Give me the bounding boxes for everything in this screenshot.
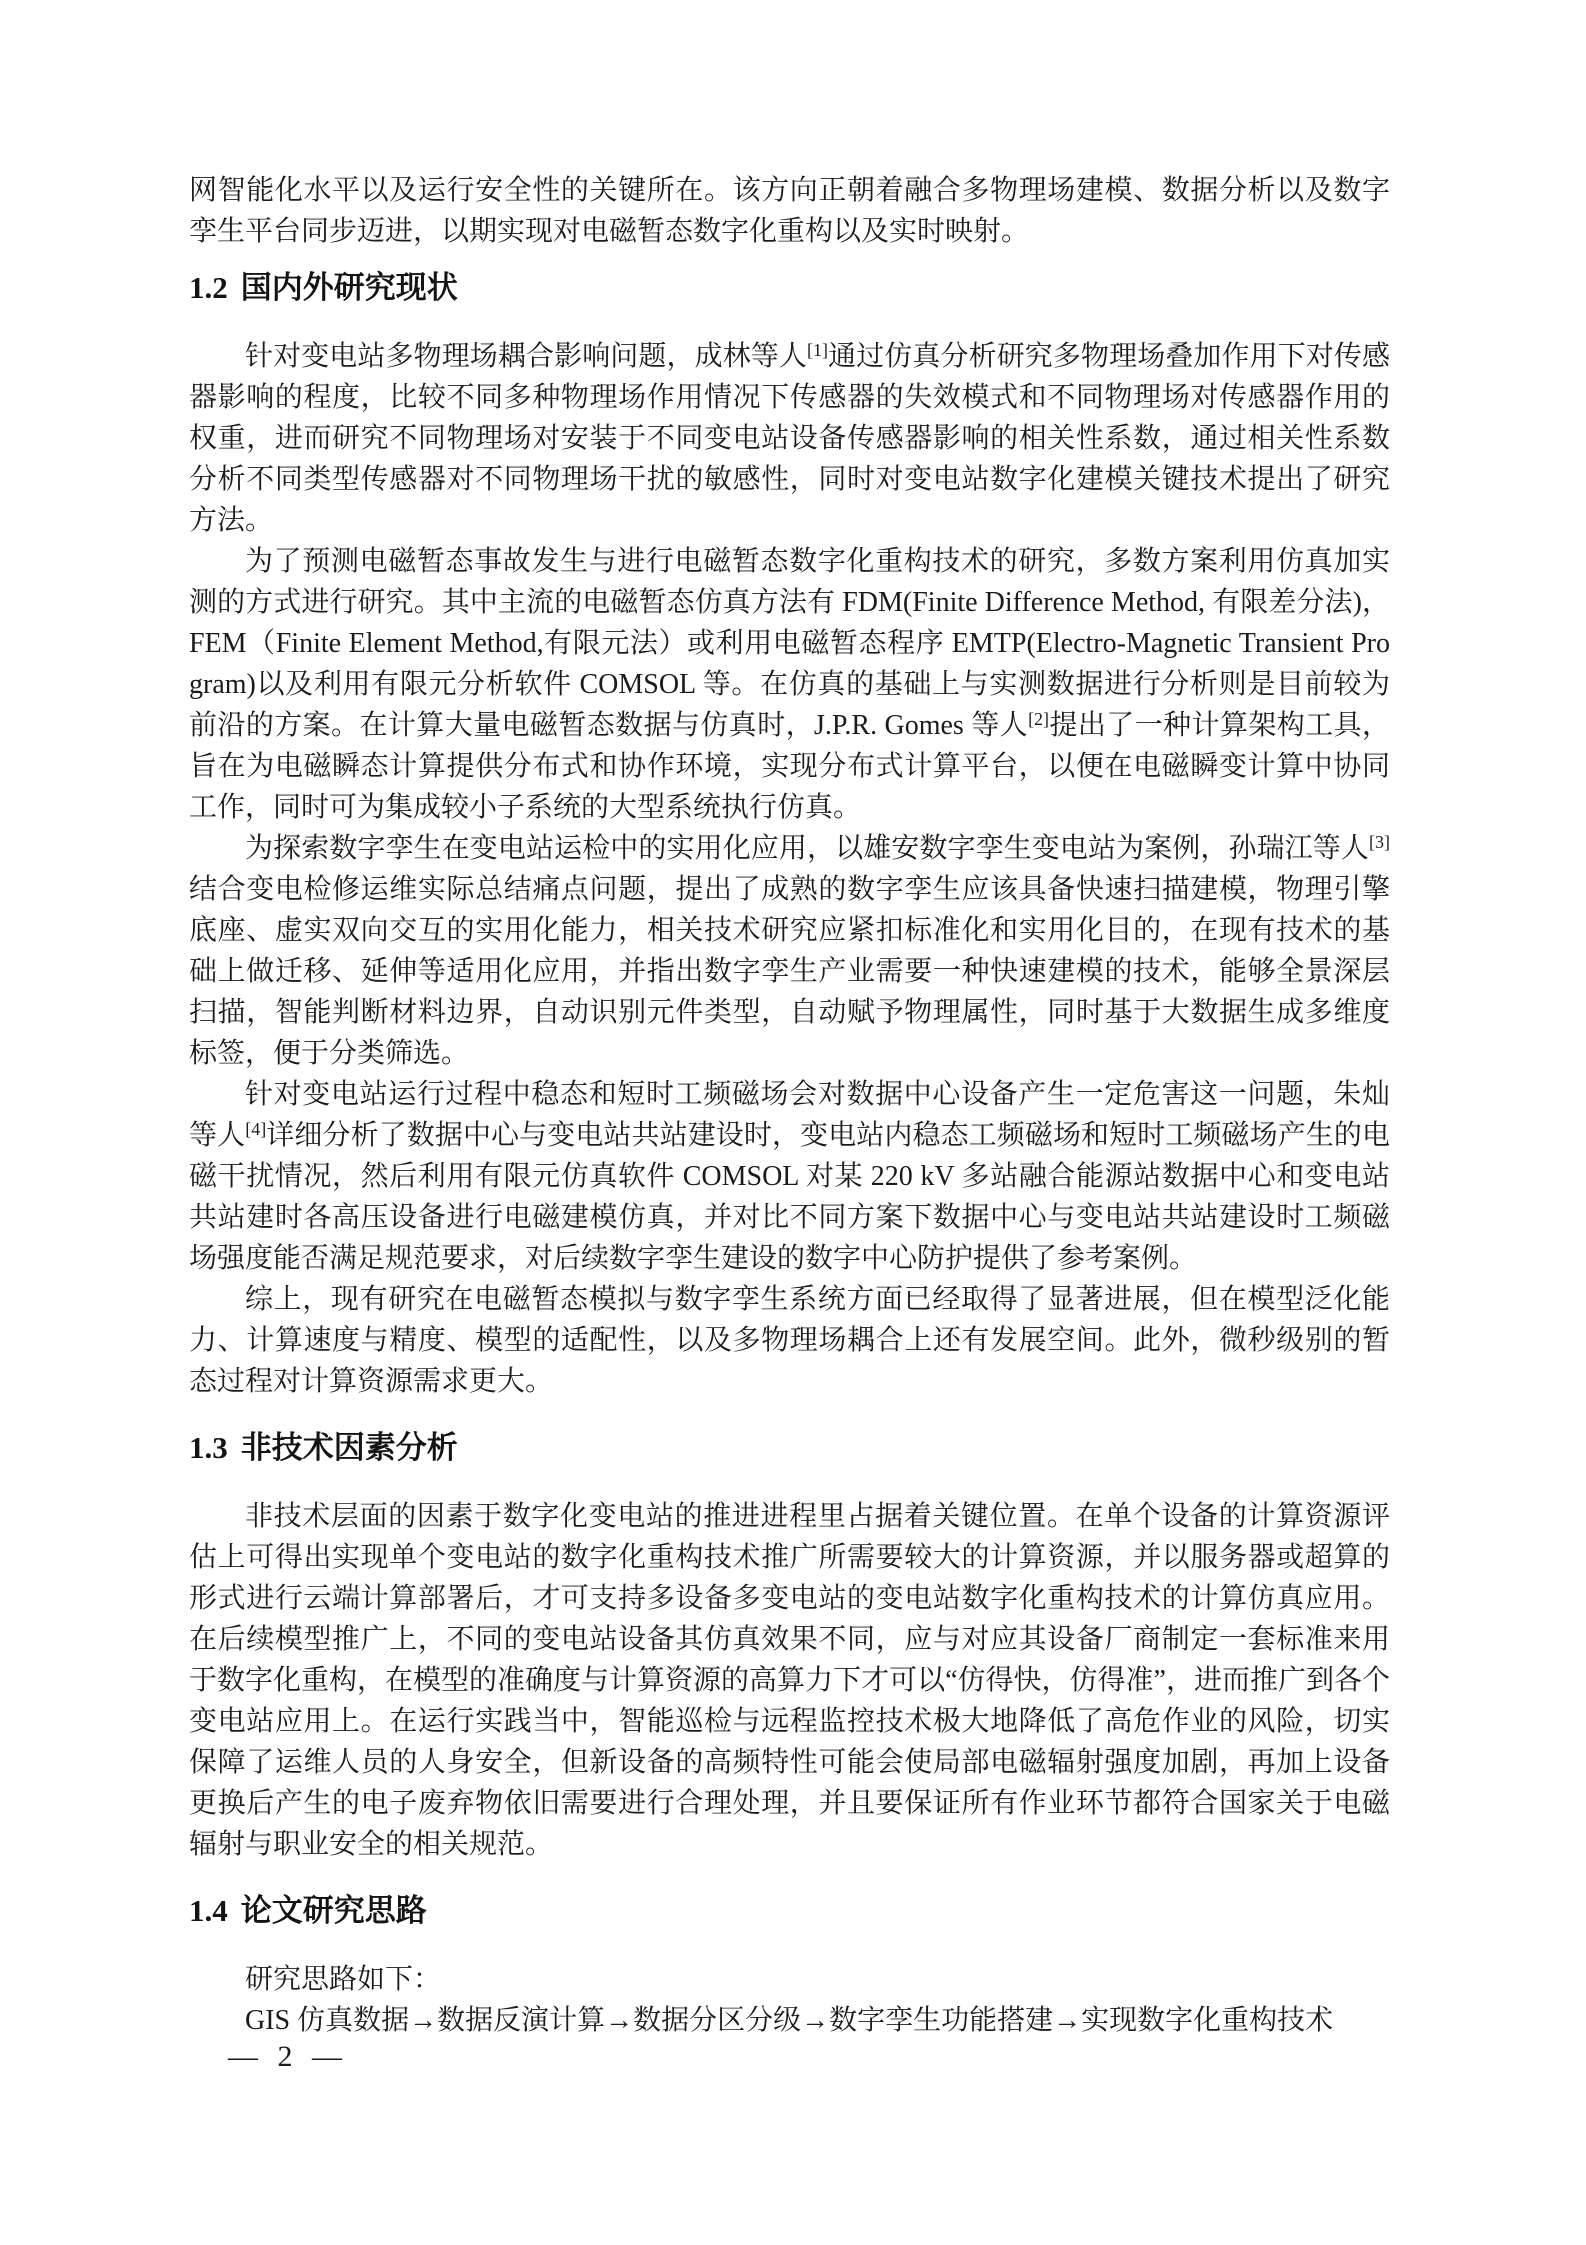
section-heading-1-4: [189, 1889, 1390, 1933]
section-title: 论文研究思路: [240, 1893, 427, 1928]
section-number: 1.2: [189, 270, 228, 305]
section-title: 非技术因素分析: [240, 1430, 458, 1465]
paragraph-research-approach-flow: GIS 仿真数据→数据反演计算→数据分区分级→数字孪生功能搭建→实现数字化重构技术: [245, 2005, 1334, 2036]
section-heading-1-3: [189, 1426, 1390, 1470]
section-number: 1.4: [189, 1893, 228, 1928]
citation-ref: [1]: [807, 340, 828, 360]
document-body: [189, 170, 1390, 2041]
section-number: 1.3: [189, 1430, 228, 1465]
section-heading-1-2: [189, 266, 1390, 310]
paragraph-non-technical-factors: 非技术层面的因素于数字化变电站的推进进程里占据着关键位置。在单个设备的计算资源评估上可得出实现单个变电站的数字化重构技术推广所需要较大的计算资源，并以服务器或超算的形式进行云端计算部署后，才可支持多设备多变电站的变电站数字化重构技术的计算仿真应用。在后续模型推广上，不同的变电站设备其仿真效果不同，应与对应其设备厂商制定一套标准来用于数字化重构，在模型的准确度与计算资源的高算力下才可以“仿得快，仿得准”，进而推广到各个变电站应用上。在运行实践当中，智能巡检与远程监控技术极大地降低了高危作业的风险，切实保障了运维人员的人身安全，但新设备的高频特性可能会使局部电磁辐射强度加剧，再加上设备更换后产生的电子废弃物依旧需要进行合理处理，并且要保证所有作业环节都符合国家关于电磁辐射与职业安全的相关规范。: [189, 1501, 1390, 1860]
paragraph-multiphysics-sensor-study: 针对变电站多物理场耦合影响问题，成林等人[1]通过仿真分析研究多物理场叠加作用下对传感器影响的程度，比较不同多种物理场作用情况下传感器的失效模式和不同物理场对传感器作用的权重，进而研究不同物理场对安装于不同变电站设备传感器影响的相关性系数，通过相关性系数分析不同类型传感器对不同物理场干扰的敏感性，同时对变电站数字化建模关键技术提出了研究方法。: [189, 340, 1390, 536]
citation-ref: [3]: [1369, 832, 1390, 852]
citation-ref: [4]: [245, 1119, 267, 1139]
intro-continuation-paragraph: 网智能化水平以及运行安全性的关键所在。该方向正朝着融合多物理场建模、数据分析以及数字孪生平台同步迈进，以期实现对电磁暂态数字化重构以及实时映射。: [189, 175, 1390, 247]
paragraph-research-approach-label: 研究思路如下：: [245, 1964, 442, 1995]
page-number: — 2 —: [228, 2040, 348, 2073]
paragraph-power-frequency-magnetic-field: 针对变电站运行过程中稳态和短时工频磁场会对数据中心设备产生一定危害这一问题，朱灿等人[4]详细分析了数据中心与变电站共站建设时，变电站内稳态工频磁场和短时工频磁场产生的电磁干扰情况，然后利用有限元仿真软件 COMSOL 对某 220 kV 多站融合能源站数据中心和变电站共站建时各高压设备进行电磁建模仿真，并对比不同方案下数据中心与变电站共站建设时工频磁场强度能否满足规范要求，对后续数字孪生建设的数字中心防护提供了参考案例。: [189, 1079, 1390, 1274]
section-title: 国内外研究现状: [240, 270, 458, 305]
paragraph-simulation-methods: 为了预测电磁暂态事故发生与进行电磁暂态数字化重构技术的研究，多数方案利用仿真加实测的方式进行研究。其中主流的电磁暂态仿真方法有 FDM(Finite Difference Method, 有限差分法)，FEM（Finite Element Method,有限元法）或利用电磁暂态程序 EMTP(Electro-Magnetic Transient Program)以及利用有限元分析软件 COMSOL 等。在仿真的基础上与实测数据进行分析则是目前较为前沿的方案。在计算大量电磁暂态数据与仿真时，J.P.R. Gomes 等人[2]提出了一种计算架构工具，旨在为电磁瞬态计算提供分布式和协作环境，实现分布式计算平台，以便在电磁瞬变计算中协同工作，同时可为集成较小子系统的大型系统执行仿真。: [189, 546, 1390, 823]
paragraph-digital-twin-application: 为探索数字孪生在变电站运检中的实用化应用，以雄安数字孪生变电站为案例，孙瑞江等人[3]结合变电检修运维实际总结痛点问题，提出了成熟的数字孪生应该具备快速扫描建模，物理引擎底座、虚实双向交互的实用化能力，相关技术研究应紧扣标准化和实用化目的，在现有技术的基础上做迁移、延伸等适用化应用，并指出数字孪生产业需要一种快速建模的技术，能够全景深层扫描，智能判断材料边界，自动识别元件类型，自动赋予物理属性，同时基于大数据生成多维度标签，便于分类筛选。: [189, 832, 1390, 1069]
citation-ref: [2]: [1028, 709, 1050, 729]
paragraph-summary-of-research: 综上，现有研究在电磁暂态模拟与数字孪生系统方面已经取得了显著进展，但在模型泛化能力、计算速度与精度、模型的适配性，以及多物理场耦合上还有发展空间。此外，微秒级别的暂态过程对计算资源需求更大。: [189, 1284, 1390, 1397]
